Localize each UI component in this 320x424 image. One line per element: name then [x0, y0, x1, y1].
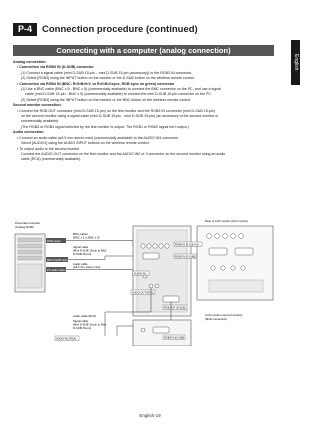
conn-rgb4-label: RGB4 IN (R,G,B,H,V) [175, 243, 200, 247]
pc-label-1: Personal computer [15, 221, 41, 225]
rgb3-step-2: (2) Select [RGB3] using the INPUT button on the monitor or the D-SUB button on the wireless remote control. [21, 76, 195, 81]
audio-line-2: Select [AUDIO1] using the AUDIO INPUT buttons on the wireless remote control. [21, 141, 150, 146]
signal-cable-label-1: Signal cable [73, 245, 89, 249]
diagram-svg [13, 216, 275, 346]
second-monitor-illustration [133, 320, 191, 346]
conn2-audio-label: AUDIO IN2 (RCA) [56, 337, 77, 341]
conn2-rgb3-label: RGB3 IN (D-SUB) [164, 336, 185, 340]
first-monitor-rear-illustration [133, 226, 273, 316]
rgb3-bullet: • Connection via RGB3 IN (D-SUB) connector [17, 65, 94, 70]
audio-line-1: • Connect an audio cable (ø3.5 mm stereo mini) (commercially available) to the AUDIO IN1 connector. [17, 135, 180, 140]
second-line-4: (The RGB3 or RGB4 signal selected by the first monitor is output. The RGB1 or RGB2 signal isn't output.) [21, 124, 189, 129]
rgb4-step-1a: (1) Use a BNC cable (BNC x 5 - BNC x 5) (commercially available) to connect the BNC connector on the PC, and use a signal [21, 87, 221, 92]
bnc-cable-label-1: BNC cables [73, 232, 88, 236]
second-monitor-heading: Second monitor connection: [13, 103, 62, 108]
conn-audio-out-label: AUDIO OUT (RCA) [132, 291, 154, 295]
signal2-label-1: Signal cable [73, 319, 89, 323]
instructions-body [13, 60, 275, 163]
audio-cable-label-2: (ø3.5 mm stereo mini) [73, 265, 101, 269]
bnc-cable-label-2: (BNC x 5 to BNC x 5) [73, 235, 100, 240]
page-header [13, 23, 273, 37]
second-monitor-label-2: (Multi connection) [205, 317, 228, 321]
signal-cable-label-3: D-SUB 15-pin) [73, 252, 92, 256]
signal2-label-2: (Mini D-SUB 15-pin to Mini [73, 322, 107, 327]
audio-line-4: Connect the AUDIO OUT connector on the first monitor and the AUDIO IN2 or 3 connector on the second monitor using an audio [21, 151, 226, 156]
page-title: Connection procedure (continued) [42, 24, 198, 35]
second-monitor-label-1: LCD monitor (second monitor) [205, 313, 243, 317]
rgb4-step-1b: cable (mini D-SUB 15-pin - BNC x 5) (commercially available) to connect the mini D-SUB 15-pin connector on the PC. [25, 92, 212, 97]
signal2-label-3: D-SUB 15-pin) [73, 326, 92, 330]
analog-heading: Analog connection: [13, 60, 47, 64]
rgb4-bullet: • Connection via RGB4 IN (BNC: R•G•B•H•V, or R•G•B•Csync, RGB sync on green) connector [17, 81, 175, 86]
audio-cable-label-1: Audio cable [73, 262, 88, 266]
audio-heading: Audio connection: [13, 130, 45, 135]
signal-cable-label-2: (Mini D-SUB 15-pin to BNC [73, 248, 107, 253]
language-tab: English [291, 40, 300, 85]
pc-port-rgb: RGB output [47, 239, 61, 243]
second-line-1: • Connect the RGB OUT connector (mini D-SUB 15-pin) on the first monitor and the RGB3 IN connector (mini D-SUB 15-pin) [17, 108, 215, 113]
pc-label-2: (Analog RGB) [15, 225, 34, 229]
audio-line-5: cable (RCA) (commercially available). [21, 157, 82, 162]
pc-port-dsub: Mini D-SUB output [47, 258, 69, 262]
rgb4-step-2: (2) Select [RGB4] using the INPUT button on the monitor or the BNC button on the wireless remote control. [21, 97, 192, 102]
computer-illustration [15, 234, 45, 292]
audio-rca-label: Audio cable (RCA) [73, 314, 97, 318]
conn-audio-in1-label: AUDIO IN1 [134, 272, 147, 276]
section-code-badge: P-4 [13, 23, 37, 36]
rear-first-label: Rear of LCD monitor (first monitor) [205, 219, 248, 223]
conn-rgb3-label: RGB3 IN (D-SUB) [175, 255, 196, 259]
rgb3-step-1: (1) Connect a signal cable (mini D-SUB 15-pin – mini D-SUB 15-pin (accessory)) to the RGB3 IN connector. [21, 70, 193, 75]
conn-rgb-out-label: RGB OUT (D-SUB) [164, 306, 186, 310]
second-line-3: commercially available). [21, 119, 60, 124]
second-line-2: on the second monitor using a signal cable (mini D-SUB 15-pin - mini D-SUB 15-pin) (an accessory of the second monitor or [21, 114, 219, 119]
audio-line-3: • To output audio to the second monitor [17, 146, 80, 151]
section-title-band: Connecting with a computer (analog connection) [13, 45, 274, 56]
page-number: English-19 [139, 413, 161, 418]
pc-port-audio: PC audio output [47, 268, 66, 272]
connection-diagram [13, 216, 275, 346]
